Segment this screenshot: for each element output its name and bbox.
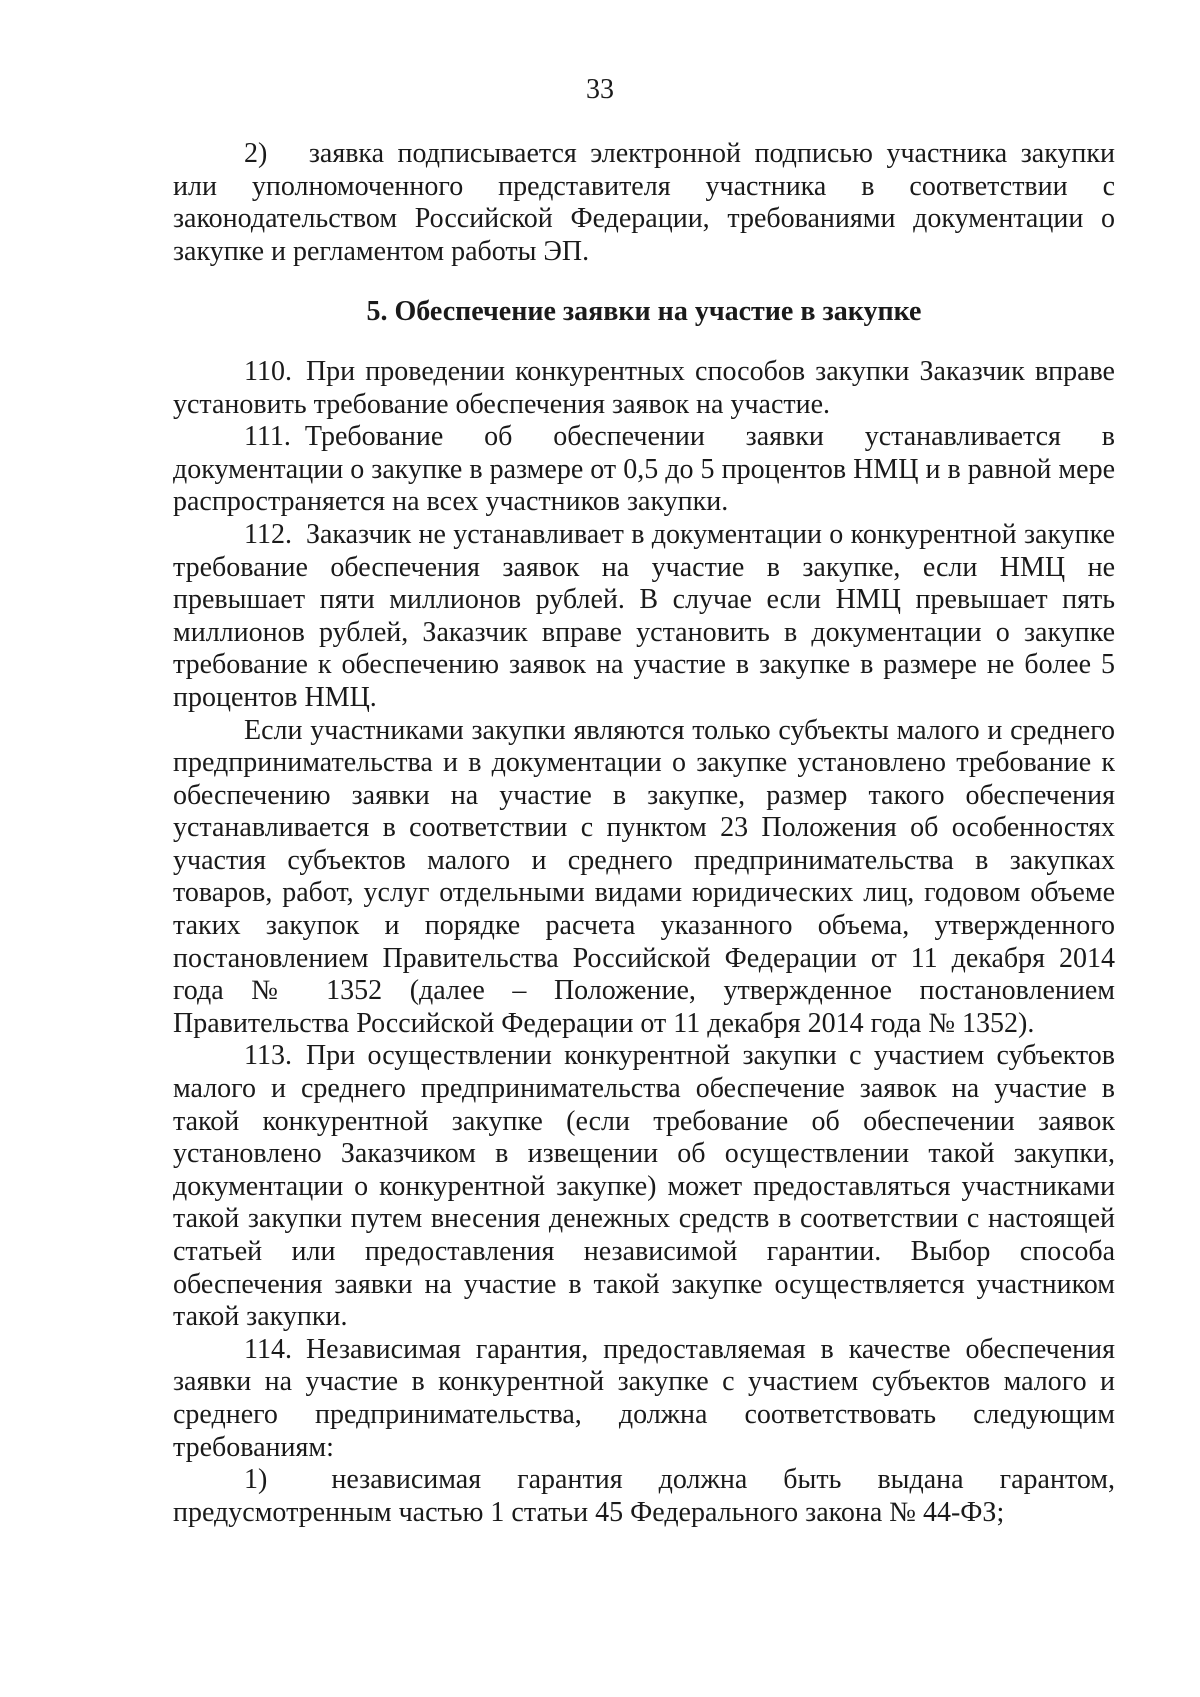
clause-112: 112. Заказчик не устанавливает в документации о конкурентной закупке требование обеспечения заявок на участие в закупке, если НМЦ не превышает пяти миллионов рублей. В случае если НМЦ превышает пять миллионов рублей, Заказчик вправе установить в документации о закупке требование к обеспечению заявок на участие в закупке в размере не более 5 процентов НМЦ. (173, 518, 1115, 713)
clause-114-item-1: 1) независимая гарантия должна быть выдана гарантом, предусмотренным частью 1 статьи 45 Федерального закона № 44-ФЗ; (173, 1464, 1115, 1528)
clause-111: 111. Требование об обеспечении заявки устанавливается в документации о закупке в размере от 0,5 до 5 процентов НМЦ и в равной мере распространяется на всех участников закупки. (173, 421, 1115, 518)
list-item-2: 2) заявка подписывается электронной подписью участника закупки или уполномоченного представителя участника в соответствии с законодательством Российской Федерации, требованиями документации о закупке и регламентом работы ЭП. (173, 138, 1115, 267)
clause-113: 113. При осуществлении конкурентной закупки с участием субъектов малого и среднего предпринимательства обеспечение заявок на участие в такой конкурентной закупке (если требование об обеспечении заявок установлено Заказчиком в извещении об осуществлении такой закупки, документации о конкурентной закупке) может предоставляться участниками такой закупки путем внесения денежных средств в соответствии с настоящей статьей или предоставления независимой гарантии. Выбор способа обеспечения заявки на участие в такой закупке осуществляется участником такой закупки. (173, 1040, 1115, 1333)
clause-112-continuation: Если участниками закупки являются только субъекты малого и среднего предпринимательства и в документации о закупке установлено требование к обеспечению заявки на участие в закупке, размер такого обеспечения устанавливается в соответствии с пунктом 23 Положения об особенностях участия субъектов малого и среднего предпринимательства в закупках товаров, работ, услуг отдельными видами юридических лиц, годовом объеме таких закупок и порядке расчета указанного объема, утвержденного постановлением Правительства Российской Федерации от 11 декабря 2014 года № 1352 (далее – Положение, утвержденное постановлением Правительства Российской Федерации от 11 декабря 2014 года № 1352). (173, 714, 1115, 1039)
clause-114: 114. Независимая гарантия, предоставляемая в качестве обеспечения заявки на участие в конкурентной закупке с участием субъектов малого и среднего предпринимательства, должна соответствовать следующим требованиям: (173, 1333, 1115, 1463)
page-number: 33 (586, 74, 614, 105)
clause-110: 110. При проведении конкурентных способов закупки Заказчик вправе установить требование обеспечения заявок на участие. (173, 355, 1115, 420)
section-heading: 5. Обеспечение заявки на участие в закупке (366, 296, 922, 328)
document-body (173, 138, 1115, 1529)
